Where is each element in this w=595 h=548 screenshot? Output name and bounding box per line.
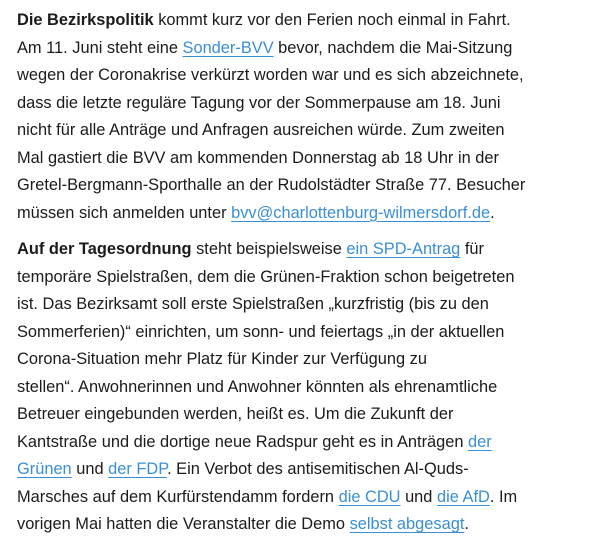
text-line	[17, 7, 583, 35]
text-fragment: kommt kurz vor den Ferien noch einmal in Fahrt.	[153, 11, 511, 29]
link-spd-antrag[interactable]: ein SPD-Antrag	[346, 240, 461, 258]
paragraph-bezirkspolitik	[17, 7, 583, 227]
text-line: wegen der Coronakrise verkürzt worden war und es sich abzeichnete,	[17, 66, 524, 84]
text-line: temporäre Spielstraßen, dem die Grünen-Fraktion schon beigetreten	[17, 267, 515, 286]
text-line: stellen“. Anwohnerinnen und Anwohner könnten als ehrenamtliche	[17, 377, 498, 396]
text-line	[17, 200, 583, 228]
text-line: Gretel-Bergmann-Sporthalle an der Rudolstädter Straße 77. Besucher	[17, 176, 526, 194]
text-fragment: vorigen Mai hatten die Veranstalter die Demo	[17, 515, 350, 533]
link-gruenen-antrag[interactable]: Grünen	[17, 460, 72, 478]
link-email[interactable]: bvv@charlottenburg-wilmersdorf.de	[231, 203, 491, 222]
text-fragment: Am 11. Juni steht eine	[17, 38, 183, 57]
text-line: Corona-Situation mehr Platz für Kinder zur Verfügung zu	[17, 350, 427, 368]
text-line: nicht für alle Anträge und Anfragen ausreichen würde. Zum zweiten	[17, 121, 505, 139]
text-line	[17, 236, 583, 264]
text-fragment: Kantstraße und die dortige neue Radspur geht es in Anträgen	[17, 432, 469, 451]
text-line: Mal gastiert die BVV am kommenden Donnerstag ab 18 Uhr in der	[17, 148, 499, 167]
text-line: ist. Das Bezirksamt soll erste Spielstraßen „kurzfristig (bis zu den	[17, 295, 489, 313]
text-fragment: bevor, nachdem die Mai-Sitzung	[273, 38, 513, 57]
text-fragment: müssen sich anmelden unter	[17, 203, 232, 222]
link-afd-antrag[interactable]: die AfD	[436, 487, 490, 506]
text-line	[17, 429, 583, 457]
text-fragment: . Ein Verbot des antisemitischen Al-Quds-	[167, 460, 469, 478]
link-cdu-antrag[interactable]: die CDU	[338, 487, 401, 506]
link-sonder-bvv[interactable]: Sonder-BVV	[182, 38, 274, 57]
text-line: Sommerferien)“ einrichten, um sonn- und feiertags „in der aktuellen	[17, 322, 505, 341]
link-gruenen-antrag[interactable]: der	[468, 432, 492, 451]
text-fragment: Marsches auf dem Kurfürstendamm fordern	[17, 487, 339, 506]
text-fragment: .	[464, 515, 469, 533]
paragraph-tagesordnung	[17, 236, 583, 539]
text-line: Betreuer eingebunden werden, heißt es. Um die Zukunft der	[17, 405, 454, 423]
text-line	[17, 511, 583, 539]
text-fragment: und	[71, 460, 109, 478]
text-fragment: steht beispielsweise	[191, 240, 347, 258]
text-fragment: und	[400, 487, 437, 506]
link-fdp-antrag[interactable]: der FDP	[108, 460, 168, 478]
link-selbst-abgesagt[interactable]: selbst abgesagt	[349, 515, 465, 533]
text-fragment: für	[460, 240, 484, 258]
text-line	[17, 484, 583, 512]
text-line	[17, 35, 583, 63]
text-fragment: . Im	[489, 487, 518, 506]
text-line: dass die letzte reguläre Tagung vor der Sommerpause am 18. Juni	[17, 93, 501, 112]
text-fragment: .	[490, 203, 495, 222]
text-line	[17, 456, 583, 484]
lead-bold: Auf der Tagesordnung	[17, 240, 192, 258]
lead-bold: Die Bezirkspolitik	[17, 11, 154, 29]
